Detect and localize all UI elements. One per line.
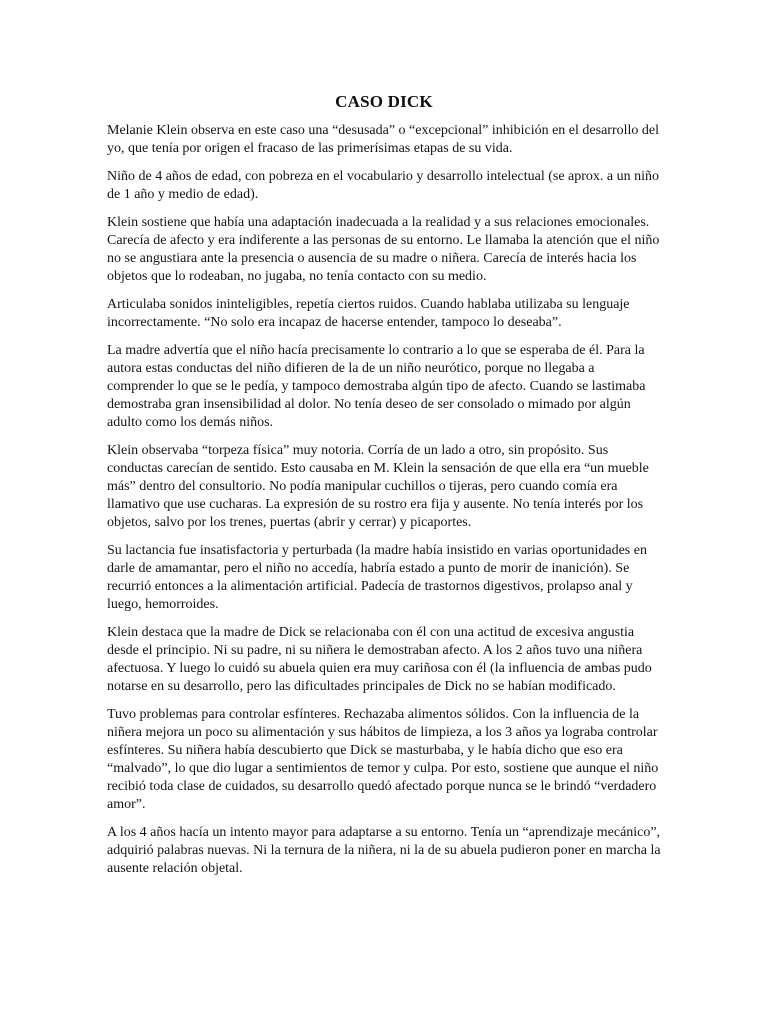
paragraph: Tuvo problemas para controlar esfínteres. Rechazaba alimentos sólidos. Con la influencia de la niñera mejora un poco su alimentación y sus hábitos de limpieza, a los 3 años ya lograba controlar esfínteres. Su niñera había descubierto que Dick se masturbaba, y le había dicho que eso era “malvado”, lo que dio lugar a sentimientos de temor y culpa. Por esto, sostiene que aunque el niño recibió toda clase de cuidados, su desarrollo quedó afectado porque nunca se le brindó “verdadero amor”. — [107, 707, 659, 812]
document-title: CASO DICK — [335, 92, 433, 111]
paragraph: Klein observaba “torpeza física” muy notoria. Corría de un lado a otro, sin propósito. Sus conductas carecían de sentido. Esto causaba en M. Klein la sensación de que ella era “un mueble más” dentro del consultorio. No podía manipular cuchillos o tijeras, pero cuando comía era llamativo que use cucharas. La expresión de su rostro era fija y ausente. No tenía interés por los objetos, salvo por los trenes, puertas (abrir y cerrar) y picaportes. — [107, 443, 649, 530]
document-body — [107, 122, 663, 888]
paragraph: Niño de 4 años de edad, con pobreza en el vocabulario y desarrollo intelectual (se aprox. a un niño de 1 año y medio de edad). — [107, 169, 660, 202]
paragraph: Klein destaca que la madre de Dick se relacionaba con él con una actitud de excesiva angustia desde el principio. Ni su padre, ni su niñera le demostraban afecto. A los 2 años tuvo una niñera afectuosa. Y luego lo cuidó su abuela quien era muy cariñosa con él (la influencia de ambas pudo notarse en su desarrollo, pero las dificultades principales de Dick no se habían modificado. — [107, 625, 652, 694]
paragraph: A los 4 años hacía un intento mayor para adaptarse a su entorno. Tenía un “aprendizaje mecánico”, adquirió palabras nuevas. Ni la ternura de la niñera, ni la de su abuela pudieron poner en marcha la ausente relación objetal. — [107, 825, 661, 876]
paragraph: Melanie Klein observa en este caso una “desusada” o “excepcional” inhibición en el desarrollo del yo, que tenía por origen el fracaso de las primerísimas etapas de su vida. — [107, 123, 659, 156]
paragraph: Su lactancia fue insatisfactoria y perturbada (la madre había insistido en varias oportunidades en darle de amamantar, pero el niño no accedía, habría estado a punto de morir de inanición). Se recurrió entonces a la alimentación artificial. Padecía de trastornos digestivos, prolapso anal y luego, hemorroides. — [107, 543, 647, 612]
paragraph: Klein sostiene que había una adaptación inadecuada a la realidad y a sus relaciones emocionales. Carecía de afecto y era indiferente a las personas de su entorno. Le llamaba la atención que el niño no se angustiara ante la presencia o ausencia de su madre o niñera. Carecía de interés hacia los objetos que lo rodeaban, no jugaba, no tenía contacto con su medio. — [107, 215, 660, 284]
paragraph: La madre advertía que el niño hacía precisamente lo contrario a lo que se esperaba de él. Para la autora estas conductas del niño difieren de la de un niño neurótico, porque no llegaba a comprender lo que se le pedía, y tampoco demostraba algún tipo de afecto. Cuando se lastimaba demostraba gran insensibilidad al dolor. No tenía deseo de ser consolado o mimado por algún adulto como los demás niños. — [107, 343, 646, 430]
paragraph: Articulaba sonidos ininteligibles, repetía ciertos ruidos. Cuando hablaba utilizaba su lenguaje incorrectamente. “No solo era incapaz de hacerse entender, tampoco lo deseaba”. — [107, 297, 630, 330]
